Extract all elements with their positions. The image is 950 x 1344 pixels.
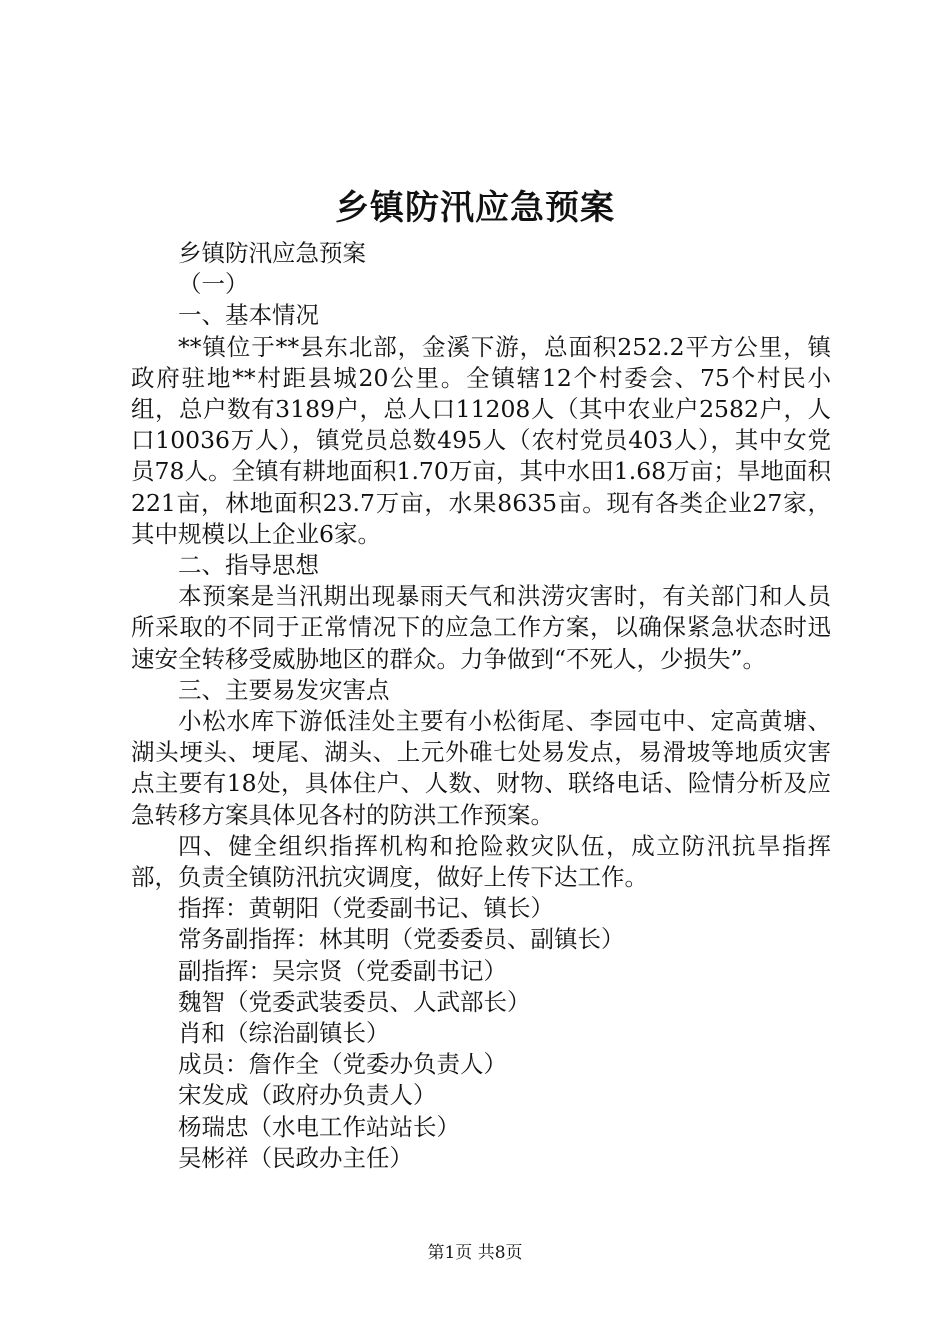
list-item-deputy-wei: 魏智（党委武装委员、人武部长） (178, 987, 531, 1016)
document-body (131, 238, 831, 1174)
list-item-executive-deputy: 常务副指挥：林其明（党委委员、副镇长） (178, 925, 625, 954)
list-item-deputy-xiao: 肖和（综治副镇长） (178, 1019, 390, 1048)
paragraph-guiding-idea: 本预案是当汛期出现暴雨天气和洪涝灾害时，有关部门和人员所采取的不同于正常情况下的应急工作方案，以确保紧急状态时迅速安全转移受威胁地区的群众。力争做到“不死人，少损失”。 (131, 582, 831, 673)
section-heading-disaster-points: 三、主要易发灾害点 (178, 675, 390, 704)
section-heading-guiding-idea: 二、指导思想 (178, 551, 319, 580)
list-item-member-zhan: 成员：詹作全（党委办负责人） (178, 1050, 507, 1079)
paragraph-disaster-points: 小松水库下游低洼处主要有小松街尾、李园屯中、定高黄塘、湖头埂头、埂尾、湖头、上元外碓七处易发点，易滑坡等地质灾害点主要有18处，具体住户、人数、财物、联络电话、险情分析及应急转移方案具体见各村的防洪工作预案。 (131, 707, 831, 829)
page-footer: 第1页 共8页 (427, 1243, 523, 1263)
list-item-member-song: 宋发成（政府办负责人） (178, 1081, 437, 1110)
list-item-member-wu: 吴彬祥（民政办主任） (178, 1143, 413, 1172)
document-title: 乡镇防汛应急预案 (335, 188, 615, 228)
paragraph-part-number: （一） (178, 270, 249, 299)
paragraph-organization: 四、健全组织指挥机构和抢险救灾队伍，成立防汛抗旱指挥部，负责全镇防汛抗灾调度，做好上传下达工作。 (131, 831, 831, 892)
paragraph-basic-info: **镇位于**县东北部，金溪下游，总面积252.2平方公里，镇政府驻地**村距县城20公里。全镇辖12个村委会、75个村民小组，总户数有3189户，总人口11208人（其中农业户2582户，人口10036万人），镇党员总数495人（农村党员403人），其中女党员78人。全镇有耕地面积1.70万亩，其中水田1.68万亩；旱地面积221亩，林地面积23.7万亩，水果8635亩。现有各类企业27家，其中规模以上企业6家。 (131, 332, 831, 548)
section-heading-basic-info: 一、基本情况 (178, 301, 319, 330)
list-item-commander: 指挥：黄朝阳（党委副书记、镇长） (178, 894, 554, 923)
paragraph-doc-name: 乡镇防汛应急预案 (178, 239, 366, 267)
list-item-member-yang: 杨瑞忠（水电工作站站长） (178, 1112, 460, 1141)
list-item-deputy-commander: 副指挥：吴宗贤（党委副书记） (178, 956, 507, 985)
